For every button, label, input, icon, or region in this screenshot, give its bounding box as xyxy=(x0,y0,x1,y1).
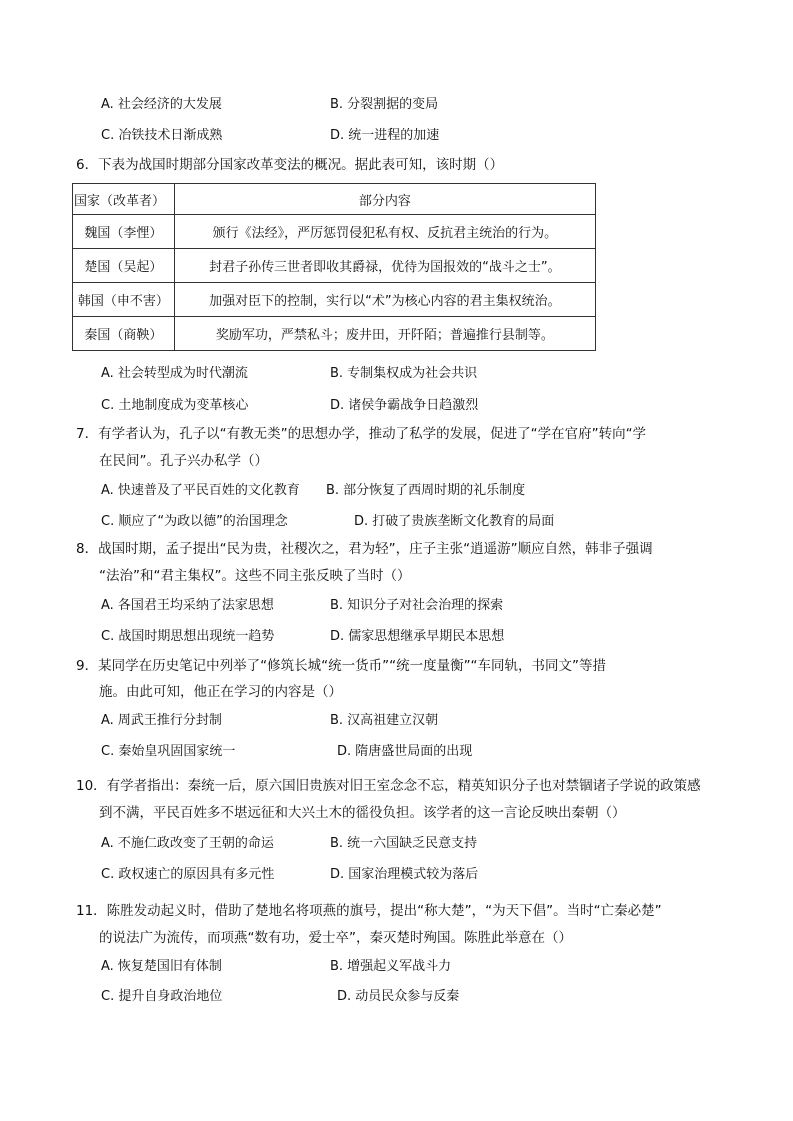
q10-option-c: C. 政权速亡的原因具有多元性 xyxy=(101,867,275,882)
q9-option-d: D. 隋唐盛世局面的出现 xyxy=(337,744,473,759)
table-cell-content: 奖励军功，严禁私斗；废井田，开阡陌；普遍推行县制等。 xyxy=(174,317,595,351)
q9-option-c: C. 秦始皇巩固国家统一 xyxy=(101,744,236,759)
table-header-content: 部分内容 xyxy=(174,184,595,215)
q8-option-d: D. 儒家思想继承早期民本思想 xyxy=(330,629,505,644)
q11-option-d: D. 动员民众参与反秦 xyxy=(337,989,460,1004)
table-row xyxy=(73,249,596,283)
q11-option-c: C. 提升自身政治地位 xyxy=(101,989,223,1004)
q8-stem-line2: “法治”和“君主集权”。这些不同主张反映了当时（） xyxy=(99,568,411,584)
q5-option-c: C. 冶铁技术日渐成熟 xyxy=(101,128,223,143)
q10-option-b: B. 统一六国缺乏民意支持 xyxy=(330,836,478,851)
q9-stem-line2: 施。由此可知，他正在学习的内容是（） xyxy=(99,684,342,700)
table-cell-country: 秦国（商鞅） xyxy=(73,317,175,351)
table-row xyxy=(73,215,596,249)
q5-option-d: D. 统一进程的加速 xyxy=(330,128,440,143)
q6-stem: 6．下表为战国时期部分国家改革变法的概况。据此表可知，该时期（） xyxy=(76,157,504,173)
q7-option-a: A. 快速普及了平民百姓的文化教育 xyxy=(101,483,300,498)
q11-stem-line2: 的说法广为流传，而项燕“数有功，爱士卒”，秦灭楚时殉国。陈胜此举意在（） xyxy=(99,930,572,946)
q6-option-a: A. 社会转型成为时代潮流 xyxy=(101,366,248,381)
q6-option-d: D. 诸侯争霸战争日趋激烈 xyxy=(330,398,479,413)
q9-option-b: B. 汉高祖建立汉朝 xyxy=(330,713,439,728)
q8-option-c: C. 战国时期思想出现统一趋势 xyxy=(101,629,275,644)
q10-stem-line2: 到不满，平民百姓多不堪远征和大兴土木的徭役负担。该学者的这一言论反映出秦朝（） xyxy=(99,805,626,821)
table-row xyxy=(73,283,596,317)
q9-option-a: A. 周武王推行分封制 xyxy=(101,713,222,728)
q5-option-a: A. 社会经济的大发展 xyxy=(101,97,222,112)
q7-option-c: C. 顺应了“为政以德”的治国理念 xyxy=(101,514,288,529)
q7-option-d: D. 打破了贵族垄断文化教育的局面 xyxy=(354,514,555,529)
q7-stem-line1: 7．有学者认为，孔子以“有教无类”的思想办学，推动了私学的发展，促进了“学在官府”转向“学 xyxy=(76,426,647,442)
q7-option-b: B. 部分恢复了西周时期的礼乐制度 xyxy=(326,483,526,498)
q6-option-b: B. 专制集权成为社会共识 xyxy=(330,366,478,381)
q6-option-c: C. 土地制度成为变革核心 xyxy=(101,398,249,413)
table-cell-country: 韩国（申不害） xyxy=(73,283,175,317)
table-cell-content: 加强对臣下的控制，实行以“术”为核心内容的君主集权统治。 xyxy=(174,283,595,317)
q7-stem-line2: 在民间”。孔子兴办私学（） xyxy=(99,453,268,469)
reform-table xyxy=(72,183,596,351)
q9-stem-line1: 9．某同学在历史笔记中列举了“修筑长城“统一货币”“统一度量衡”“车同轨，书同文”等措 xyxy=(76,658,607,674)
table-cell-content: 颁行《法经》，严厉惩罚侵犯私有权、反抗君主统治的行为。 xyxy=(174,215,595,249)
q11-stem-line1: 11．陈胜发动起义时，借助了楚地名将项燕的旗号，提出“称大楚”，“为天下倡”。当时“亡秦必楚” xyxy=(76,903,662,919)
q8-option-b: B. 知识分子对社会治理的探索 xyxy=(330,598,504,613)
q5-option-b: B. 分裂割据的变局 xyxy=(330,97,439,112)
table-cell-country: 魏国（李悝） xyxy=(73,215,175,249)
q11-option-b: B. 增强起义军战斗力 xyxy=(330,959,452,974)
table-row xyxy=(73,317,596,351)
table-header-row xyxy=(73,184,596,215)
table-cell-country: 楚国（吴起） xyxy=(73,249,175,283)
table-header-country: 国家（改革者） xyxy=(73,184,175,215)
q8-stem-line1: 8．战国时期，孟子提出“民为贵，社稷次之，君为轻”，庄子主张“逍遥游”顺应自然，韩非子强调 xyxy=(76,541,653,557)
table-cell-content: 封君子孙传三世者即收其爵禄，优待为国报效的“战斗之士”。 xyxy=(174,249,595,283)
q10-option-d: D. 国家治理模式较为落后 xyxy=(330,867,479,882)
q11-option-a: A. 恢复楚国旧有体制 xyxy=(101,959,222,974)
q10-stem-line1: 10．有学者指出：秦统一后，原六国旧贵族对旧王室念念不忘，精英知识分子也对禁锢诸子学说的政策感 xyxy=(76,778,701,794)
q10-option-a: A. 不施仁政改变了王朝的命运 xyxy=(101,836,274,851)
q8-option-a: A. 各国君王均采纳了法家思想 xyxy=(101,598,274,613)
